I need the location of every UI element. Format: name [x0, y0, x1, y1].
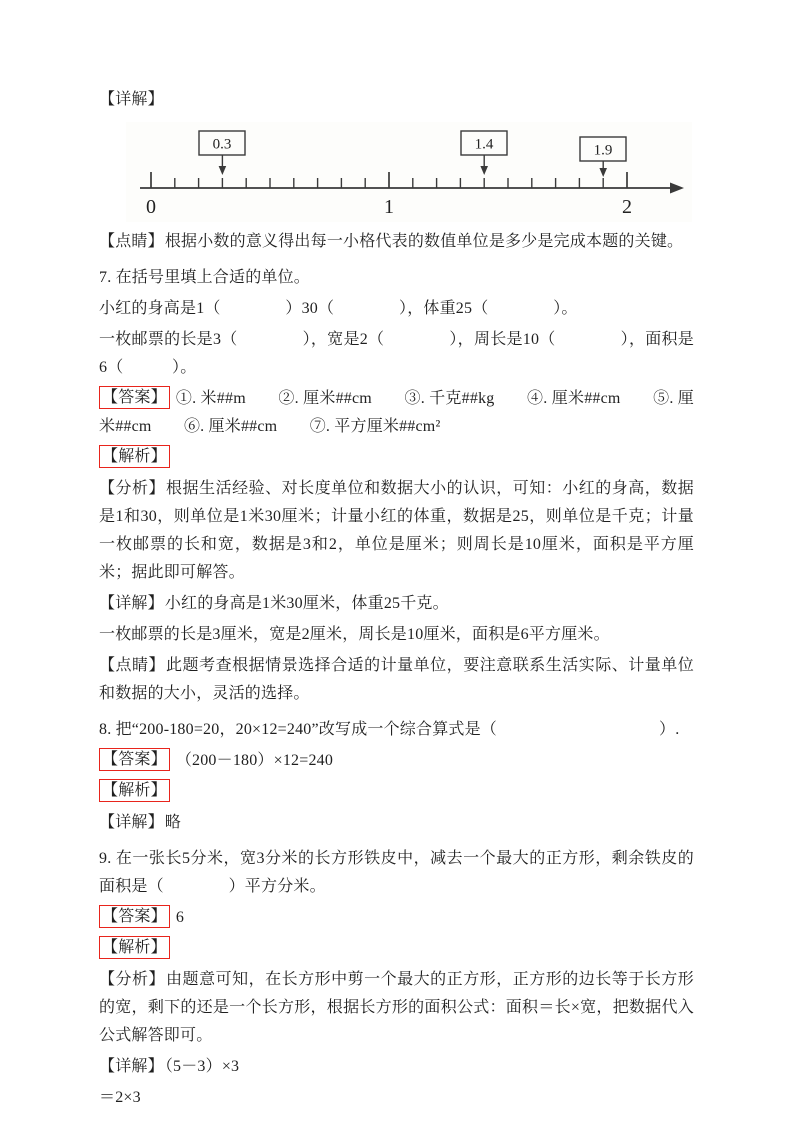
q8-answer-paragraph [99, 747, 694, 775]
q7-dianjing-paragraph [99, 652, 694, 708]
q6-dianjing-paragraph [99, 228, 694, 256]
q8-stem-text: 8. 把“200-180=20，20×12=240”改写成一个综合算式是（ ）. [99, 721, 680, 738]
q9-detail-paragraph [99, 1053, 694, 1081]
axis-label-1: 1 [384, 196, 394, 218]
jiexi-tag: 【解析】 [99, 936, 170, 959]
point-label: 1.9 [593, 142, 613, 159]
analysis-tag: 【分析】 [99, 480, 166, 497]
q9-stem-text: 9. 在一张长5分米，宽3分米的长方形铁皮中，减去一个最大的正方形，剩余铁皮的面积是（ ）平方分米。 [99, 850, 694, 895]
q7-detail-paragraph-2 [99, 621, 694, 649]
dianjing-text: 根据小数的意义得出每一小格代表的数值单位是多少是完成本题的关键。 [164, 233, 684, 250]
detail-text-2: 一枚邮票的长是3厘米，宽是2厘米，周长是10厘米，面积是6平方厘米。 [99, 626, 610, 643]
q7-blank-line-1 [99, 295, 694, 323]
analysis-tag: 【分析】 [99, 971, 166, 988]
q7-analysis-paragraph [99, 475, 694, 587]
numberline-point-group [580, 137, 626, 177]
answer-tag: 【答案】 [99, 386, 170, 409]
numberline-point-group [461, 131, 507, 175]
detail-tag: 【详解】 [99, 1058, 164, 1075]
detail-tag: 【详解】 [99, 814, 164, 831]
dianjing-tag: 【点睛】 [99, 233, 164, 250]
axis-label-0: 0 [146, 196, 156, 218]
q7-line2-text: 一枚邮票的长是3（ ），宽是2（ ），周长是10（ ），面积是6（ ）。 [99, 331, 694, 376]
point-label: 1.4 [474, 136, 494, 153]
answer-tag: 【答案】 [99, 748, 170, 771]
number-line-figure [126, 122, 692, 222]
jiexi-tag: 【解析】 [99, 779, 170, 802]
dianjing-text: 此题考查根据情景选择合适的计量单位，要注意联系生活实际、计量单位和数据的大小，灵活的选择。 [99, 657, 694, 702]
answer-text: （200－180）×12=240 [175, 752, 334, 769]
point-label: 0.3 [212, 136, 232, 153]
q8-jiexi-heading [99, 778, 694, 806]
q7-answer-paragraph [99, 385, 694, 441]
numberline-point-group [199, 131, 245, 175]
q7-stem [99, 264, 694, 292]
down-arrow-icon [599, 168, 607, 177]
q7-line1-text: 小红的身高是1（ ）30（ ），体重25（ ）。 [99, 300, 578, 317]
answer-text: 6 [175, 909, 185, 926]
detail-expression-2: ＝2×3 [99, 1089, 141, 1106]
q8-detail-paragraph [99, 809, 694, 837]
q9-jiexi-heading [99, 935, 694, 963]
q9-answer-paragraph [99, 904, 694, 932]
q9-stem [99, 845, 694, 901]
down-arrow-icon [219, 166, 227, 175]
axis-label-2: 2 [622, 196, 632, 218]
q9-detail-expression-2 [99, 1084, 694, 1112]
q8-stem [99, 716, 694, 744]
q7-stem-text: 7. 在括号里填上合适的单位。 [99, 269, 311, 286]
number-line-svg [126, 122, 692, 222]
dianjing-tag: 【点睛】 [99, 657, 166, 674]
detail-text: 略 [164, 814, 182, 831]
answer-tag: 【答案】 [99, 905, 170, 928]
down-arrow-icon [480, 166, 488, 175]
q7-blank-line-2 [99, 326, 694, 382]
q7-jiexi-heading [99, 444, 694, 472]
jiexi-tag: 【解析】 [99, 445, 170, 468]
right-arrow-icon [670, 183, 684, 194]
detail-text-1: 小红的身高是1米30厘米，体重25千克。 [164, 595, 449, 612]
q7-detail-paragraph-1 [99, 590, 694, 618]
detail-tag: 【详解】 [99, 91, 164, 108]
detail-expression-1: （5－3）×3 [164, 1058, 240, 1075]
answer-text: ①. 米##m ②. 厘米##cm ③. 千克##kg ④. 厘米##cm ⑤. 厘米##cm ⑥. 厘米##cm ⑦. 平方厘米##cm² [99, 390, 694, 435]
q6-detail-heading [99, 86, 694, 114]
analysis-text: 根据生活经验、对长度单位和数据大小的认识，可知：小红的身高，数据是1和30，则单位是1米30厘米；计量小红的体重，数据是25，则单位是千克；计量一枚邮票的长和宽，数据是3和2，单位是厘米；则周长是10厘米，面积是平方厘米；据此即可解答。 [99, 480, 694, 581]
q9-analysis-paragraph [99, 966, 694, 1050]
analysis-text: 由题意可知，在长方形中剪一个最大的正方形，正方形的边长等于长方形的宽，剩下的还是一个长方形，根据长方形的面积公式：面积＝长×宽，把数据代入公式解答即可。 [99, 971, 694, 1044]
detail-tag: 【详解】 [99, 595, 164, 612]
